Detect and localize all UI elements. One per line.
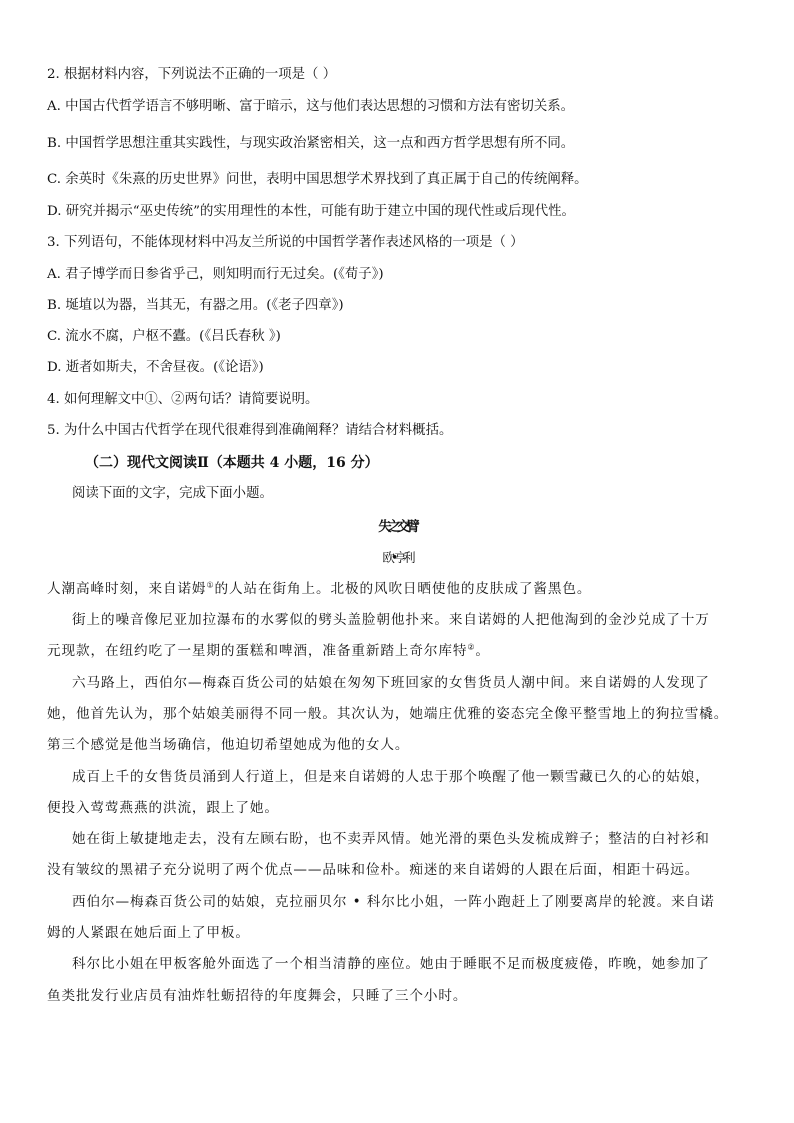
reading-instruction: 阅读下面的文字，完成下面小题。 <box>72 486 273 501</box>
story-paragraph-2-line-2: 元现款，在纽约吃了一星期的蛋糕和啤酒，准备重新踏上奇尔库特②。 <box>47 642 490 659</box>
question-2-option-b: B. 中国哲学思想注重其实践性，与现实政治紧密相关，这一点和西方哲学思想有所不同。 <box>47 136 575 151</box>
question-3-option-a: A. 君子博学而日参省乎己，则知明而行无过矣。(《荀子》) <box>47 267 384 282</box>
question-2-stem: 2. 根据材料内容，下列说法不正确的一项是（ ） <box>47 67 337 82</box>
question-3-option-d: D. 逝者如斯夫，不舍昼夜。(《论语》) <box>47 360 264 375</box>
section-heading: （二）现代文阅读Ⅱ（本题共 4 小题，16 分） <box>85 455 379 471</box>
question-3-stem: 3. 下列语句，不能体现材料中冯友兰所说的中国哲学著作表述风格的一项是（ ） <box>47 235 524 250</box>
question-3-option-c: C. 流水不腐，户枢不蠹。(《吕氏春秋 》) <box>47 329 281 344</box>
story-paragraph-2-line-1: 街上的噪音像尼亚加拉瀑布的水雾似的劈头盖脸朝他扑来。来自诺姆的人把他淘到的金沙兑成了十万 <box>72 612 710 628</box>
story-paragraph-1: 人潮高峰时刻，来自诺姆①的人站在街角上。北极的风吹日晒使他的皮肤成了酱黑色。 <box>47 580 592 597</box>
question-2-option-d: D. 研究并揭示“巫史传统”的实用理性的本性，可能有助于建立中国的现代性或后现代性。 <box>47 204 575 219</box>
story-paragraph-3-line-3: 第三个感觉是他当场确信，他迫切希望她成为他的女人。 <box>47 737 410 753</box>
story-paragraph-3-line-2: 她，他首先认为，那个姑娘美丽得不同一般。其次认为，她端庄优雅的姿态完全像平整雪地上的狗拉雪橇。 <box>47 706 729 722</box>
story-paragraph-4-line-1: 成百上千的女售货员涌到人行道上，但是来自诺姆的人忠于那个唤醒了他一颗雪藏已久的心的姑娘， <box>72 769 710 785</box>
story-paragraph-5-line-2: 没有皱纹的黑裙子充分说明了两个优点——品味和俭朴。痴迷的来自诺姆的人跟在后面，相距十码远。 <box>47 862 700 878</box>
question-3-option-b: B. 埏埴以为器，当其无，有器之用。(《老子四章》) <box>47 298 344 313</box>
story-paragraph-4-line-2: 便投入莺莺燕燕的洪流，跟上了她。 <box>47 800 279 816</box>
footnote-marker-2: ② <box>467 642 476 652</box>
question-2-option-a: A. 中国古代哲学语言不够明晰、富于暗示，这与他们表达思想的习惯和方法有密切关系。 <box>47 99 575 114</box>
story-paragraph-5-line-1: 她在街上敏捷地走去，没有左顾右盼，也不卖弄风情。她光滑的栗色头发梳成辫子；整洁的白衬衫和 <box>72 831 710 847</box>
story-paragraph-6-line-1: 西伯尔—梅森百货公司的姑娘，克拉丽贝尔 • 科尔比小姐，一阵小跑赶上了刚要离岸的轮渡。来自诺 <box>72 894 715 910</box>
footnote-marker-1: ① <box>206 580 215 590</box>
question-2-option-c: C. 余英时《朱熹的历史世界》问世，表明中国思想学术界找到了真正属于自己的传统阐释。 <box>47 172 588 187</box>
story-paragraph-6-line-2: 姆的人紧跟在她后面上了甲板。 <box>47 925 250 941</box>
story-paragraph-7-line-2: 鱼类批发行业店员有油炸牡蛎招待的年度舞会，只睡了三个小时。 <box>47 988 468 1004</box>
story-paragraph-7-line-1: 科尔比小姐在甲板客舱外面选了一个相当清静的座位。她由于睡眠不足而极度疲倦，昨晚，她参加了 <box>72 956 710 972</box>
story-title: 失之交臂 <box>378 519 416 535</box>
question-4: 4. 如何理解文中①、②两句话？请简要说明。 <box>47 392 319 407</box>
story-paragraph-3-line-1: 六马路上，西伯尔—梅森百货公司的姑娘在匆匆下班回家的女售货员人潮中间。来自诺姆的人发现了 <box>72 675 710 691</box>
question-5: 5. 为什么中国古代哲学在现代很难得到准确阐释？请结合材料概括。 <box>47 423 453 438</box>
story-author: 欧 • 亨利 <box>382 550 412 565</box>
